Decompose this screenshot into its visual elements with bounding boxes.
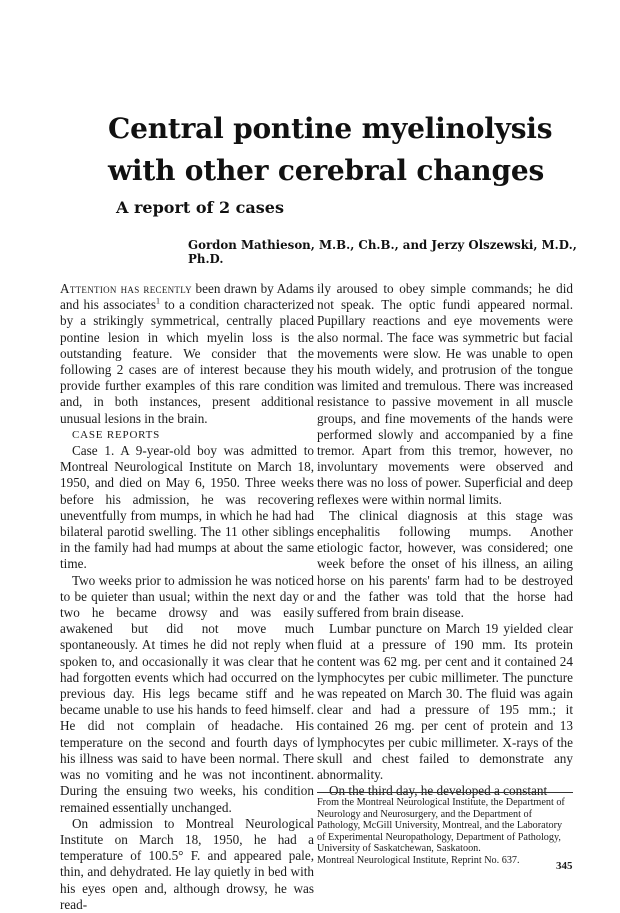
left-column [60,281,314,913]
title-line-1: Central pontine myelinolysis [108,112,553,145]
case1-paragraph [60,443,314,573]
body-paragraph: The clinical diagnosis at this stage was encephalitis following mumps. Another etiologic factor, however, was considered; one week before the onset of his illness, an ailing horse on his parents' farm had to be destroyed and the father was told that the horse had suffered from brain disease. [317,507,573,621]
body-paragraph: ily aroused to obey simple commands; he did not speak. The optic fundi appeared normal. Pupillary reactions and eye movements were also normal. The face was symmetric but facial movements were slow. He was unable to open his mouth widely, and protrusion of the tongue was limited and tremulous. There was increased resistance to passive movement in all muscle groups, and fine movements of the hands were performed slowly and accompanied by a fine tremor. Apart from this tremor, however, no involuntary movements were observed and there was no loss of power. Superficial and deep reflexes were within normal limits. [317,281,573,507]
intro-lead-in: Attention has recently [60,281,192,296]
intro-text-b: to a condition characterized by a strikingly symmetrical, centrally placed pontine lesion in which myelin loss is the outstanding feature. We consider that the following 2 cases are of interest because they provide further examples of this rare condition and, in both instances, present additional unusual lesions in the brain. [60,297,314,426]
case1-label: Case 1. [72,443,115,459]
article-subtitle: A report of 2 cases [116,198,284,217]
body-paragraph: Two weeks prior to admission he was noticed to be quieter than usual; within the next day or two he became drowsy and was easily awakened but did not move much spontaneously. At times he did not reply when spoken to, and occasionally it was clear that he had forgotten events which had occurred on the previous day. His legs became stiff and he became unable to use his hands to feed himself. He did not complain of headache. His temperature on the second and fourth days of his illness was said to have been normal. There was no vomiting and he was not incontinent. During the ensuing two weeks, his condition remained essentially unchanged. [60,572,314,815]
body-paragraph: Lumbar puncture on March 19 yielded clear fluid at a pressure of 190 mm. Its protein content was 62 mg. per cent and it contained 24 lymphocytes per cubic millimeter. The puncture was repeated on March 30. The fluid was again clear and had a pressure of 195 mm.; it contained 26 mg. per cent of protein and 13 lymphocytes per cubic millimeter. X-rays of the skull and chest failed to demonstrate any abnormality. [317,621,573,783]
reference-marker: 1 [156,296,161,306]
author-line: Gordon Mathieson, M.B., Ch.B., and Jerzy Olszewski, M.D., Ph.D. [188,238,577,266]
intro-paragraph [60,281,314,427]
title-line-2: with other cerebral changes [108,154,545,187]
body-paragraph: On admission to Montreal Neurological Institute on March 18, 1950, he had a temperature of 100.5° F. and appeared pale, thin, and dehydrated. He lay quietly in bed with his eyes open and, although drowsy, he was read- [60,815,314,912]
affiliation-footnote [317,792,573,867]
footnote-reprint: Montreal Neurological Institute, Reprint No. 637. [317,854,520,866]
page-number: 345 [556,860,573,872]
body-paragraph: On the third day, he developed a constant [329,783,548,799]
intro-text-a: been drawn by Adams and his associates [60,281,314,313]
case1-text: A 9-year-old boy was admitted to Montreal Neurological Institute on March 18, 1950, and died on May 6, 1950. Three weeks before his admission, he was recovering uneventfully from mumps, in which he had had bilateral parotid swelling. The 11 other siblings in the family had had mumps at about the same time. [60,443,314,572]
article-title [108,108,588,192]
right-column [317,281,573,800]
footnote-affiliation: From the Montreal Neurological Institute, the Department of Neurology and Neurosurgery, and the Department of Pathology, McGill University, Montreal, and the Laboratory of Experimental Neuropathology, Department of Pathology, University of Saskatchewan, Saskatoon. [317,797,565,855]
section-heading-case-reports: CASE REPORTS [72,428,161,441]
